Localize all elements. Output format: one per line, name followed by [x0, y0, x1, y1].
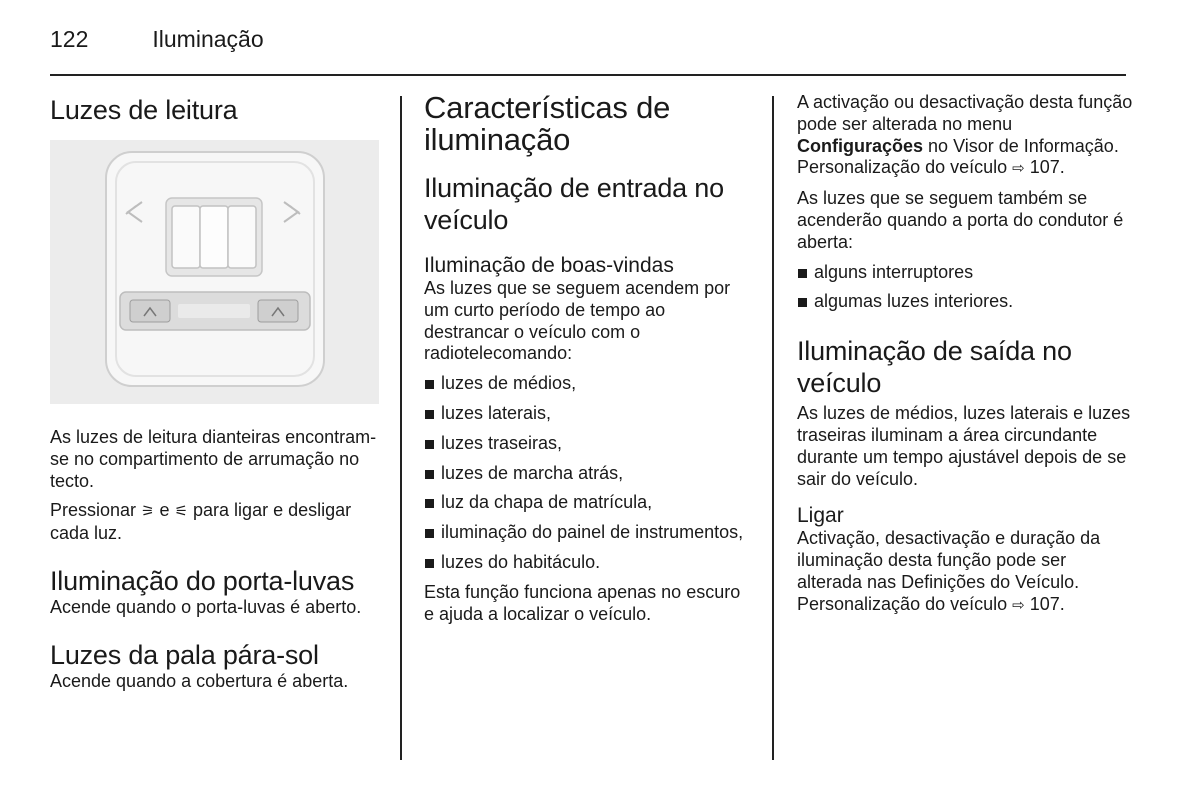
column-2: [424, 92, 754, 625]
characteristics-heading: Características de iluminação: [424, 90, 671, 157]
list-item: luzes laterais,: [424, 403, 754, 425]
list-item: luzes do habitáculo.: [424, 552, 754, 574]
page-header: [50, 26, 264, 53]
ligar-text: Activação, desactivação e duração da iluminação desta função pode ser alterada nas Definições do Veículo. Personalização do veículo ⇨ 107.: [797, 528, 1101, 614]
reading-light-photo: [50, 140, 379, 404]
page-number: 122: [50, 26, 89, 52]
column-divider-2: [772, 96, 774, 760]
welcome-lighting-outro: Esta função funciona apenas no escuro e ajuda a localizar o veículo.: [424, 581, 741, 624]
ligar-heading: Ligar: [797, 504, 844, 528]
list-item: luzes traseiras,: [424, 433, 754, 455]
section-title: Iluminação: [152, 26, 264, 52]
reading-lights-text-2: Pressionar ⚞ e ⚟ para ligar e desligar cada luz.: [50, 500, 352, 544]
list-item: luzes de marcha atrás,: [424, 463, 754, 485]
list-item: algumas luzes interiores.: [797, 291, 1133, 313]
page-reference-arrow-icon: ⇨: [1012, 596, 1025, 614]
driver-door-text: As luzes que se seguem também se acenderão quando a porta do condutor é aberta:: [797, 188, 1124, 252]
sunvisor-text: Acende quando a cobertura é aberta.: [50, 670, 349, 691]
entry-lighting-heading: Iluminação de entrada no veículo: [424, 173, 724, 235]
sunvisor-heading: Luzes da pala pára-sol: [50, 639, 319, 670]
column-3: [797, 92, 1133, 617]
welcome-lights-list: [424, 373, 754, 574]
exit-lighting-heading: Iluminação de saída no veículo: [797, 336, 1072, 399]
column-1: [50, 92, 382, 693]
column-divider-1: [400, 96, 402, 760]
list-item: luzes de médios,: [424, 373, 754, 395]
header-rule: [50, 74, 1126, 76]
glovebox-heading: Iluminação do porta-luvas: [50, 565, 355, 596]
list-item: iluminação do painel de instrumentos,: [424, 522, 754, 544]
list-item: alguns interruptores: [797, 262, 1133, 284]
welcome-lighting-heading: Iluminação de boas-vindas: [424, 254, 674, 277]
exit-lighting-text: As luzes de médios, luzes laterais e luzes traseiras iluminam a área circundante durante um tempo ajustável depois de se sair do veículo.: [797, 403, 1131, 489]
reading-lights-text-1: As luzes de leitura dianteiras encontram-se no compartimento de arrumação no tecto.: [50, 427, 377, 491]
driver-door-list: [797, 262, 1133, 314]
config-text: A activação ou desactivação desta função pode ser alterada no menu Configurações no Visor de Informação. Personalização do veículo ⇨ 107.: [797, 92, 1133, 178]
list-item: luz da chapa de matrícula,: [424, 492, 754, 514]
welcome-lighting-intro: As luzes que se seguem acendem por um curto período de tempo ao destrancar o veículo com o radiotelecomando:: [424, 278, 731, 364]
reading-light-left-icon: ⚞: [141, 503, 155, 521]
page-reference-arrow-icon: ⇨: [1012, 160, 1025, 178]
menu-name: Configurações: [797, 135, 924, 156]
reading-light-right-icon: ⚟: [174, 503, 189, 521]
glovebox-text: Acende quando o porta-luvas é aberto.: [50, 596, 362, 617]
reading-lights-heading: Luzes de leitura: [50, 95, 238, 125]
